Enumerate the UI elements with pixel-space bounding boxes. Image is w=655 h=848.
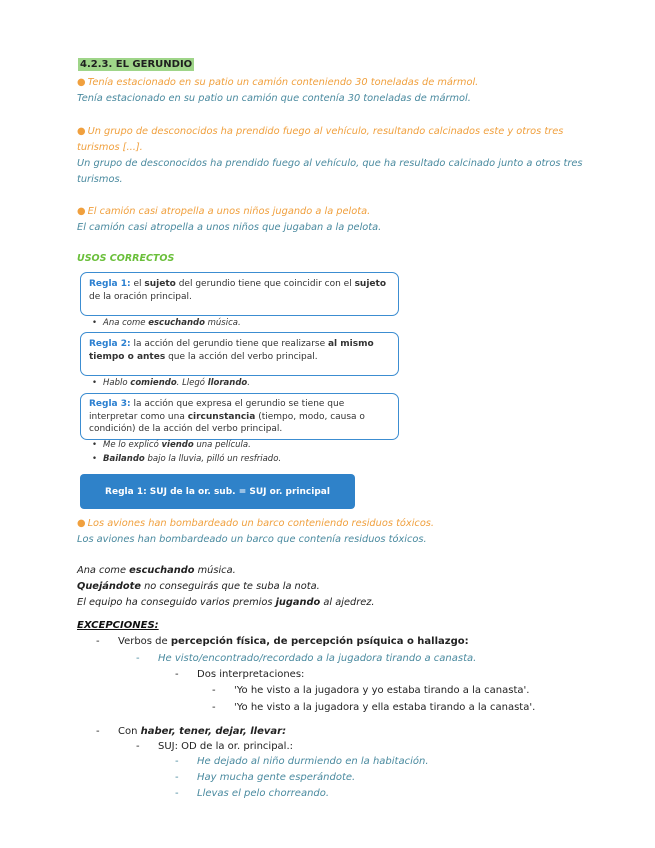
- rule-label: Regla 1:: [89, 279, 131, 289]
- rule-bullet: • Bailando bajo la lluvia, pilló un resfriado.: [92, 454, 281, 464]
- example-sentence: Quejándote no conseguirás que te suba la nota.: [77, 581, 320, 592]
- correct-example: Los aviones han bombardeado un barco que contenía residuos tóxicos.: [77, 534, 427, 545]
- excepciones-heading: EXCEPCIONES:: [77, 620, 159, 631]
- incorrect-example: ● Tenía estacionado en su patio un camión conteniendo 30 toneladas de mármol.: [77, 77, 479, 88]
- correct-example: Tenía estacionado en su patio un camión que contenía 30 toneladas de mármol.: [77, 93, 471, 104]
- interpretation-item: - 'Yo he visto a la jugadora y ella estaba tirando a la canasta'.: [212, 702, 536, 713]
- exception-example: - He visto/encontrado/recordado a la jugadora tirando a canasta.: [136, 653, 477, 664]
- exception-item: - Con haber, tener, dejar, llevar:: [96, 726, 287, 737]
- incorrect-example: ● Un grupo de desconocidos ha prendido fuego al vehículo, resultando calcinados este y otros tres turismos [...].: [77, 126, 564, 153]
- example-sentence: Ana come escuchando música.: [77, 565, 236, 576]
- rule-bullet: • Ana come escuchando música.: [92, 318, 241, 328]
- exception-subitem: - SUJ: OD de la or. principal.:: [136, 741, 293, 752]
- rule-label: Regla 2:: [89, 339, 131, 349]
- rule-bullet: • Hablo comiendo. Llegó llorando.: [92, 378, 250, 388]
- rule-summary-banner: Regla 1: SUJ de la or. sub. = SUJ or. principal: [80, 474, 355, 509]
- exception-example: - He dejado al niño durmiendo en la habitación.: [175, 756, 429, 767]
- correct-example: Un grupo de desconocidos ha prendido fuego al vehículo, que ha resultado calcinado junto a otros tres turismos.: [77, 158, 583, 185]
- exception-example: - Hay mucha gente esperándote.: [175, 772, 356, 783]
- exception-subitem: - Dos interpretaciones:: [175, 669, 305, 680]
- rule-3-box: Regla 3: la acción que expresa el gerundio se tiene que interpretar como una circunstancia (tiempo, modo, causa o condición) de la acción del verbo principal.: [80, 393, 399, 440]
- rule-bullet: • Me lo explicó viendo una película.: [92, 440, 251, 450]
- exception-example: - Llevas el pelo chorreando.: [175, 788, 330, 799]
- rule-2-box: Regla 2: la acción del gerundio tiene que realizarse al mismo tiempo o antes que la acción del verbo principal.: [80, 332, 399, 376]
- section-heading: 4.2.3. EL GERUNDIO: [80, 59, 193, 70]
- interpretation-item: - 'Yo he visto a la jugadora y yo estaba tirando a la canasta'.: [212, 685, 530, 696]
- incorrect-example: ● El camión casi atropella a unos niños jugando a la pelota.: [77, 206, 371, 217]
- exception-item: - Verbos de percepción física, de percepción psíquica o hallazgo:: [96, 636, 469, 647]
- incorrect-example: ● Los aviones han bombardeado un barco conteniendo residuos tóxicos.: [77, 518, 435, 529]
- rule-1-box: Regla 1: el sujeto del gerundio tiene que coincidir con el sujeto de la oración principal.: [80, 272, 399, 316]
- rule-label: Regla 3:: [89, 399, 131, 409]
- correct-example: El camión casi atropella a unos niños que jugaban a la pelota.: [77, 222, 382, 233]
- usos-correctos-heading: USOS CORRECTOS: [77, 253, 175, 264]
- example-sentence: El equipo ha conseguido varios premios jugando al ajedrez.: [77, 597, 375, 608]
